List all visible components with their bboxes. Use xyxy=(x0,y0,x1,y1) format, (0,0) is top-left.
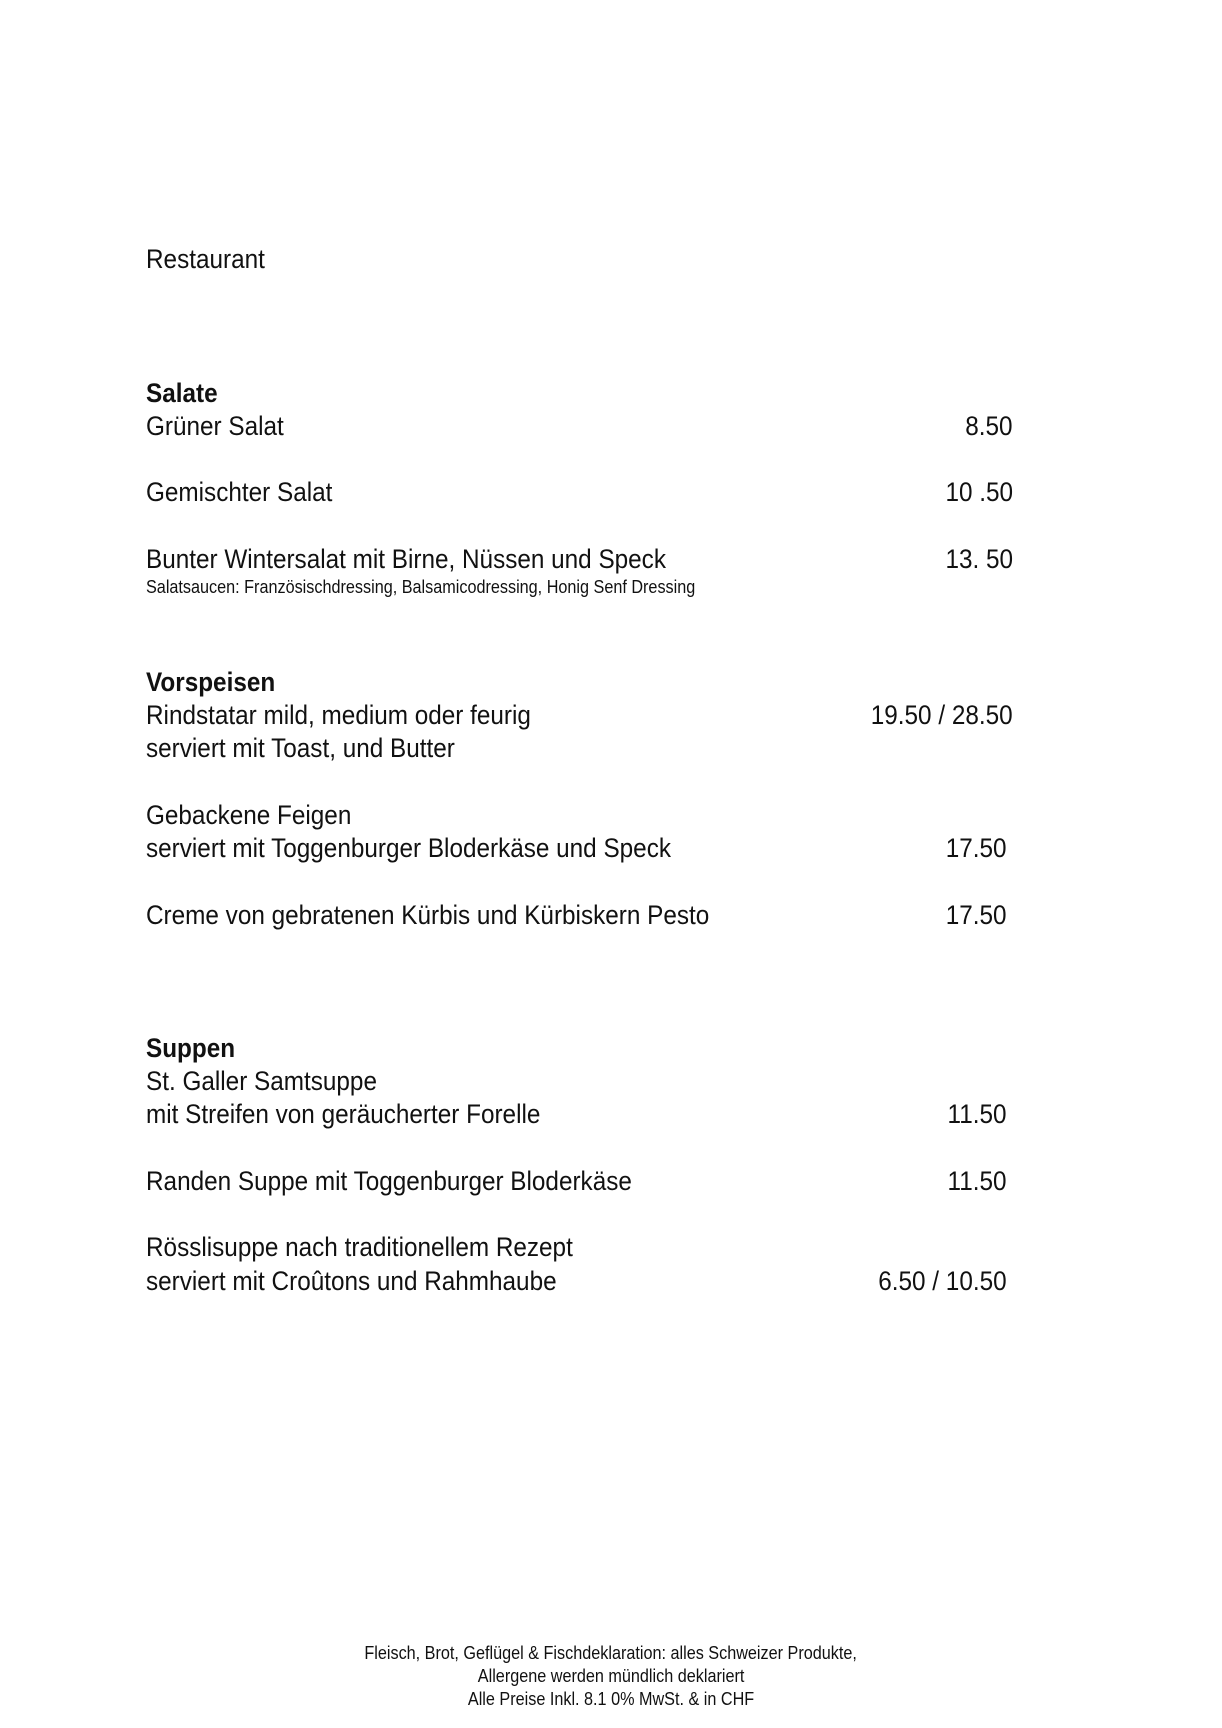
menu-item-name: Creme von gebratenen Kürbis und Kürbiskern Pesto xyxy=(146,900,710,930)
menu-item-name: St. Galler Samtsuppe xyxy=(146,1066,377,1096)
menu-item-name: Gebackene Feigen xyxy=(146,800,352,830)
menu-item-price: 19.50 / 28.50 xyxy=(871,700,1013,730)
menu-item-description: serviert mit Toggenburger Bloderkäse und Speck xyxy=(146,833,671,863)
menu-item-price: 17.50 xyxy=(946,833,1007,863)
footer-allergens: Allergene werden mündlich deklariert xyxy=(477,1666,745,1686)
menu-item-name: Grüner Salat xyxy=(146,411,284,441)
menu-item-name: Rindstatar mild, medium oder feurig xyxy=(146,700,531,730)
menu-item-price: 11.50 xyxy=(947,1099,1007,1129)
menu-item-name: Gemischter Salat xyxy=(146,477,333,507)
menu-item-description: serviert mit Toast, und Butter xyxy=(146,733,455,763)
page-title: Restaurant xyxy=(146,244,265,274)
footer-vat-note: Alle Preise Inkl. 8.1 0% MwSt. & in CHF xyxy=(467,1689,755,1709)
menu-item-price: 6.50 / 10.50 xyxy=(878,1266,1007,1296)
menu-item-name: Randen Suppe mit Toggenburger Bloderkäse xyxy=(146,1166,632,1196)
menu-item-description: serviert mit Croûtons und Rahmhaube xyxy=(146,1266,557,1296)
menu-item-name: Bunter Wintersalat mit Birne, Nüssen und Speck xyxy=(146,544,666,574)
menu-item-name: Rösslisuppe nach traditionellem Rezept xyxy=(146,1232,573,1262)
menu-item-price: 17.50 xyxy=(946,900,1007,930)
salad-dressing-note: Salatsaucen: Französischdressing, Balsamicodressing, Honig Senf Dressing xyxy=(146,577,696,597)
menu-item-price: 11.50 xyxy=(947,1166,1007,1196)
section-heading-salate: Salate xyxy=(146,378,218,408)
footer-declaration: Fleisch, Brot, Geflügel & Fischdeklaration: alles Schweizer Produkte, xyxy=(364,1643,858,1663)
menu-item-price: 8.50 xyxy=(965,411,1013,441)
menu-item-price: 10 .50 xyxy=(945,477,1013,507)
section-heading-suppen: Suppen xyxy=(146,1033,236,1063)
menu-item-price: 13. 50 xyxy=(945,544,1013,574)
menu-item-description: mit Streifen von geräucherter Forelle xyxy=(146,1099,541,1129)
section-heading-vorspeisen: Vorspeisen xyxy=(146,667,276,697)
